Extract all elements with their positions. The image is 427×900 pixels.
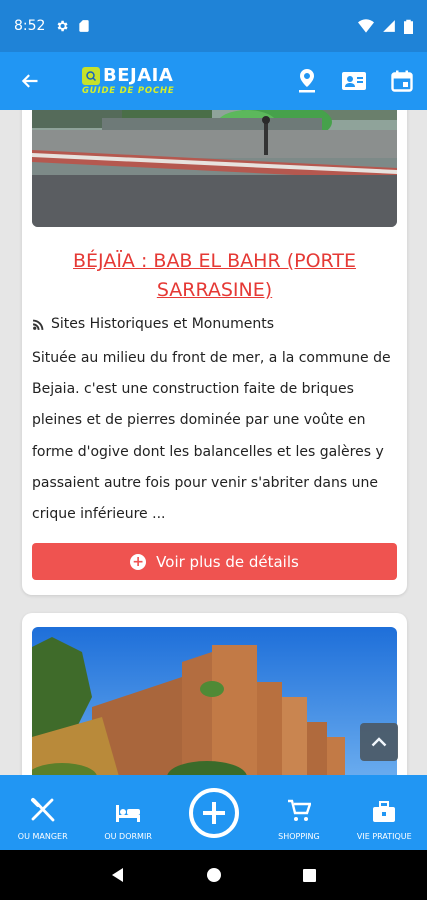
logo-tagline: GUIDE DE POCHE [82,85,175,96]
plus-icon [201,800,227,826]
details-button-label: Voir plus de détails [156,552,299,571]
scroll-to-top-button[interactable] [360,723,398,761]
battery-icon [404,19,413,34]
nav-label: OU DORMIR [104,832,152,841]
category-label: Sites Historiques et Monuments [51,316,275,332]
bottom-navigation [0,775,427,850]
contact-card-icon[interactable] [341,70,367,92]
nav-label: SHOPPING [278,832,320,841]
listing-category [32,316,274,332]
wifi-icon [358,19,374,33]
cart-icon [287,799,311,823]
listing-photo[interactable] [32,110,397,227]
rss-icon [32,318,45,331]
listing-title[interactable]: BÉJAÏA : BAB EL BAHR (PORTE SARRASINE) [73,250,356,301]
fork-knife-icon [30,797,56,823]
map-pin-icon[interactable] [297,69,317,93]
back-button[interactable] [0,52,60,110]
nav-shopping[interactable] [256,775,341,850]
signal-icon [382,19,396,33]
sim-card-icon [77,19,91,33]
briefcase-icon [372,801,396,823]
home-circle-icon[interactable] [206,867,222,883]
nav-ou-dormir[interactable] [85,775,170,850]
settings-icon [55,19,69,33]
nav-label: VIE PRATIQUE [356,832,412,841]
arrow-left-icon [20,71,40,91]
listing-photo[interactable] [32,627,397,775]
add-button[interactable] [189,788,239,838]
listing-feed[interactable] [0,110,427,775]
bed-icon [115,803,141,823]
listing-card [22,110,407,595]
listing-card [22,613,407,775]
logo-name: BEJAIA [103,64,174,86]
calendar-icon[interactable] [391,70,413,92]
nav-vie-pratique[interactable] [342,775,427,850]
chevron-up-icon [371,737,387,747]
listing-description: Située au milieu du front de mer, a la commune de Bejaia. c'est une construction faite de briques pleines et de pierres dominée par une voûte en forme d'ogive dont les balancelles et les galères y passaient autre fois pour venir s'abriter dans une crique inférieure ... [32,350,391,523]
recents-square-icon[interactable] [302,868,317,883]
logo-icon [82,67,100,85]
system-navigation [0,850,427,900]
back-triangle-icon[interactable] [110,867,126,883]
app-bar [0,52,427,110]
plus-circle-icon: + [130,554,146,570]
app-logo[interactable] [82,64,175,96]
details-button[interactable] [32,543,397,580]
status-bar [0,0,427,52]
nav-label: OU MANGER [17,832,68,841]
status-time: 8:52 [14,18,46,34]
nav-ou-manger[interactable] [0,775,85,850]
